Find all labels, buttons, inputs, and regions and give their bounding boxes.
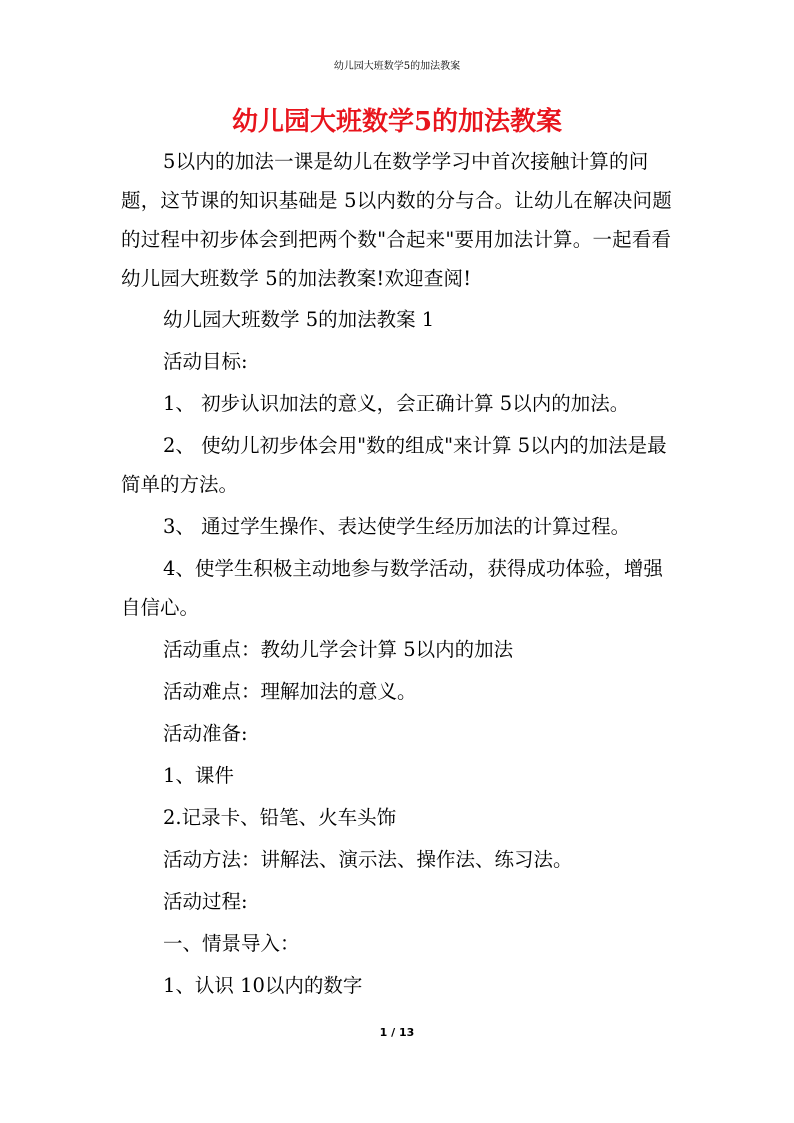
process-substep: 1、认识 10以内的数字 <box>163 974 363 997</box>
preparation-label: 活动准备: <box>163 722 248 745</box>
objective-item: 2、 使幼儿初步体会用"数的组成"来计算 5以内的加法是最简单的方法。 <box>121 434 667 496</box>
process-step: 一、情景导入： <box>163 932 300 955</box>
running-header: 幼儿园大班数学5的加法教案 <box>333 61 461 72</box>
difficulty-point: 活动难点：理解加法的意义。 <box>163 680 417 703</box>
section-heading: 幼儿园大班数学 5的加法教案 1 <box>163 308 435 331</box>
methods-line: 活动方法：讲解法、演示法、操作法、练习法。 <box>163 848 573 871</box>
objective-item: 1、 初步认识加法的意义，会正确计算 5以内的加法。 <box>163 392 630 415</box>
intro-paragraph: 5以内的加法一课是幼儿在数学学习中首次接触计算的问题，这节课的知识基础是 5以内数的分与合。让幼儿在解决问题的过程中初步体会到把两个数"合起来"要用加法计算。一起看看幼儿园大班数学 5的加法教案!欢迎查阅! <box>121 150 672 290</box>
key-point: 活动重点：教幼儿学会计算 5以内的加法 <box>163 638 514 661</box>
page-indicator: 1 / 13 <box>379 1026 415 1039</box>
preparation-item: 1、课件 <box>163 764 234 787</box>
objectives-label: 活动目标: <box>163 350 248 373</box>
process-label: 活动过程: <box>163 890 248 913</box>
objective-item: 3、 通过学生操作、表达使学生经历加法的计算过程。 <box>163 515 631 538</box>
document-body <box>121 142 677 1008</box>
preparation-item: 2.记录卡、铅笔、火车头饰 <box>163 806 397 829</box>
document-title: 幼儿园大班数学5的加法教案 <box>231 107 563 137</box>
objective-item: 4、使学生积极主动地参与数学活动，获得成功体验，增强自信心。 <box>121 557 663 619</box>
